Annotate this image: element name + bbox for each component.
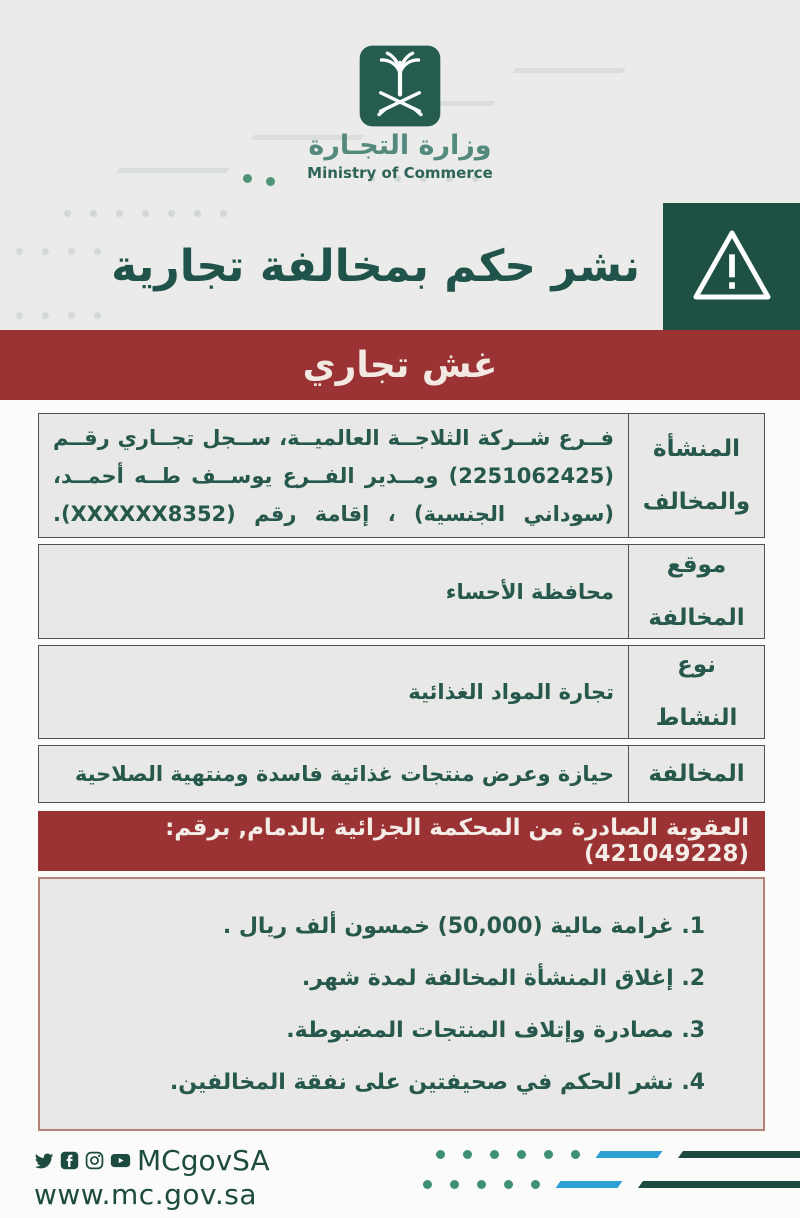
youtube-icon <box>110 1150 131 1171</box>
row-label: المخالفة <box>628 746 764 802</box>
penalty-list <box>38 877 765 1131</box>
penalty-item: 4. نشر الحكم في صحيفتين على نفقة المخالفين. <box>169 1069 705 1095</box>
warning-badge <box>663 203 800 330</box>
row-value: حيازة وعرض منتجات غذائية فاسدة ومنتهية الصلاحية <box>74 762 614 786</box>
ministry-name-arabic: وزارة التجـارة <box>308 130 492 161</box>
decorative-bar <box>556 1181 623 1188</box>
decorative-bar <box>678 1151 800 1158</box>
footer-decoration-row <box>436 1150 800 1159</box>
twitter-icon <box>34 1151 54 1171</box>
table-row <box>38 413 765 538</box>
decorative-bar <box>512 68 626 73</box>
ministry-name-english: Ministry of Commerce <box>307 164 493 182</box>
social-handle: MCgovSA <box>137 1144 270 1177</box>
decorative-bar <box>596 1151 663 1158</box>
website-url: www.mc.gov.sa <box>34 1178 258 1211</box>
violation-type-banner: غش تجاري <box>0 330 800 400</box>
page-title: نشر حكم بمخالفة تجارية <box>111 241 640 292</box>
warning-triangle-icon <box>691 227 773 307</box>
instagram-icon <box>85 1151 104 1170</box>
violation-details <box>38 413 765 1131</box>
decorative-dots <box>16 248 101 255</box>
footer-social-row <box>34 1144 270 1177</box>
penalty-header: العقوبة الصادرة من المحكمة الجزائية بالدمام, برقم: (421049228) <box>38 811 765 871</box>
table-row <box>38 645 765 739</box>
table-row <box>38 544 765 639</box>
facebook-icon <box>60 1151 79 1170</box>
decorative-dots <box>16 312 101 319</box>
row-value: فــرع شــركة الثلاجــة العالميــة، ســجل تجــاري رقــم (2251062425) ومــدير الفــرع يوســف طــه أحمــد، (سوداني الجنسية) ، إقامة رقم (XXXXXX8352). <box>53 425 614 526</box>
penalty-item: 1. غرامة مالية (50,000) خمسون ألف ريال . <box>222 913 705 939</box>
row-label: المنشأة والمخالف <box>628 414 764 537</box>
row-label: نوع النشاط <box>628 646 764 738</box>
decorative-bar <box>638 1181 800 1188</box>
footer-decoration-row <box>423 1180 800 1189</box>
row-value: محافظة الأحساء <box>445 579 614 604</box>
row-value: تجارة المواد الغذائية <box>408 680 614 704</box>
table-row <box>38 745 765 803</box>
ministry-emblem-icon <box>357 44 443 128</box>
penalty-item: 3. مصادرة وإتلاف المنتجات المضبوطة. <box>286 1017 705 1043</box>
row-label: موقع المخالفة <box>628 545 764 638</box>
penalty-item: 2. إغلاق المنشأة المخالفة لمدة شهر. <box>301 965 705 991</box>
